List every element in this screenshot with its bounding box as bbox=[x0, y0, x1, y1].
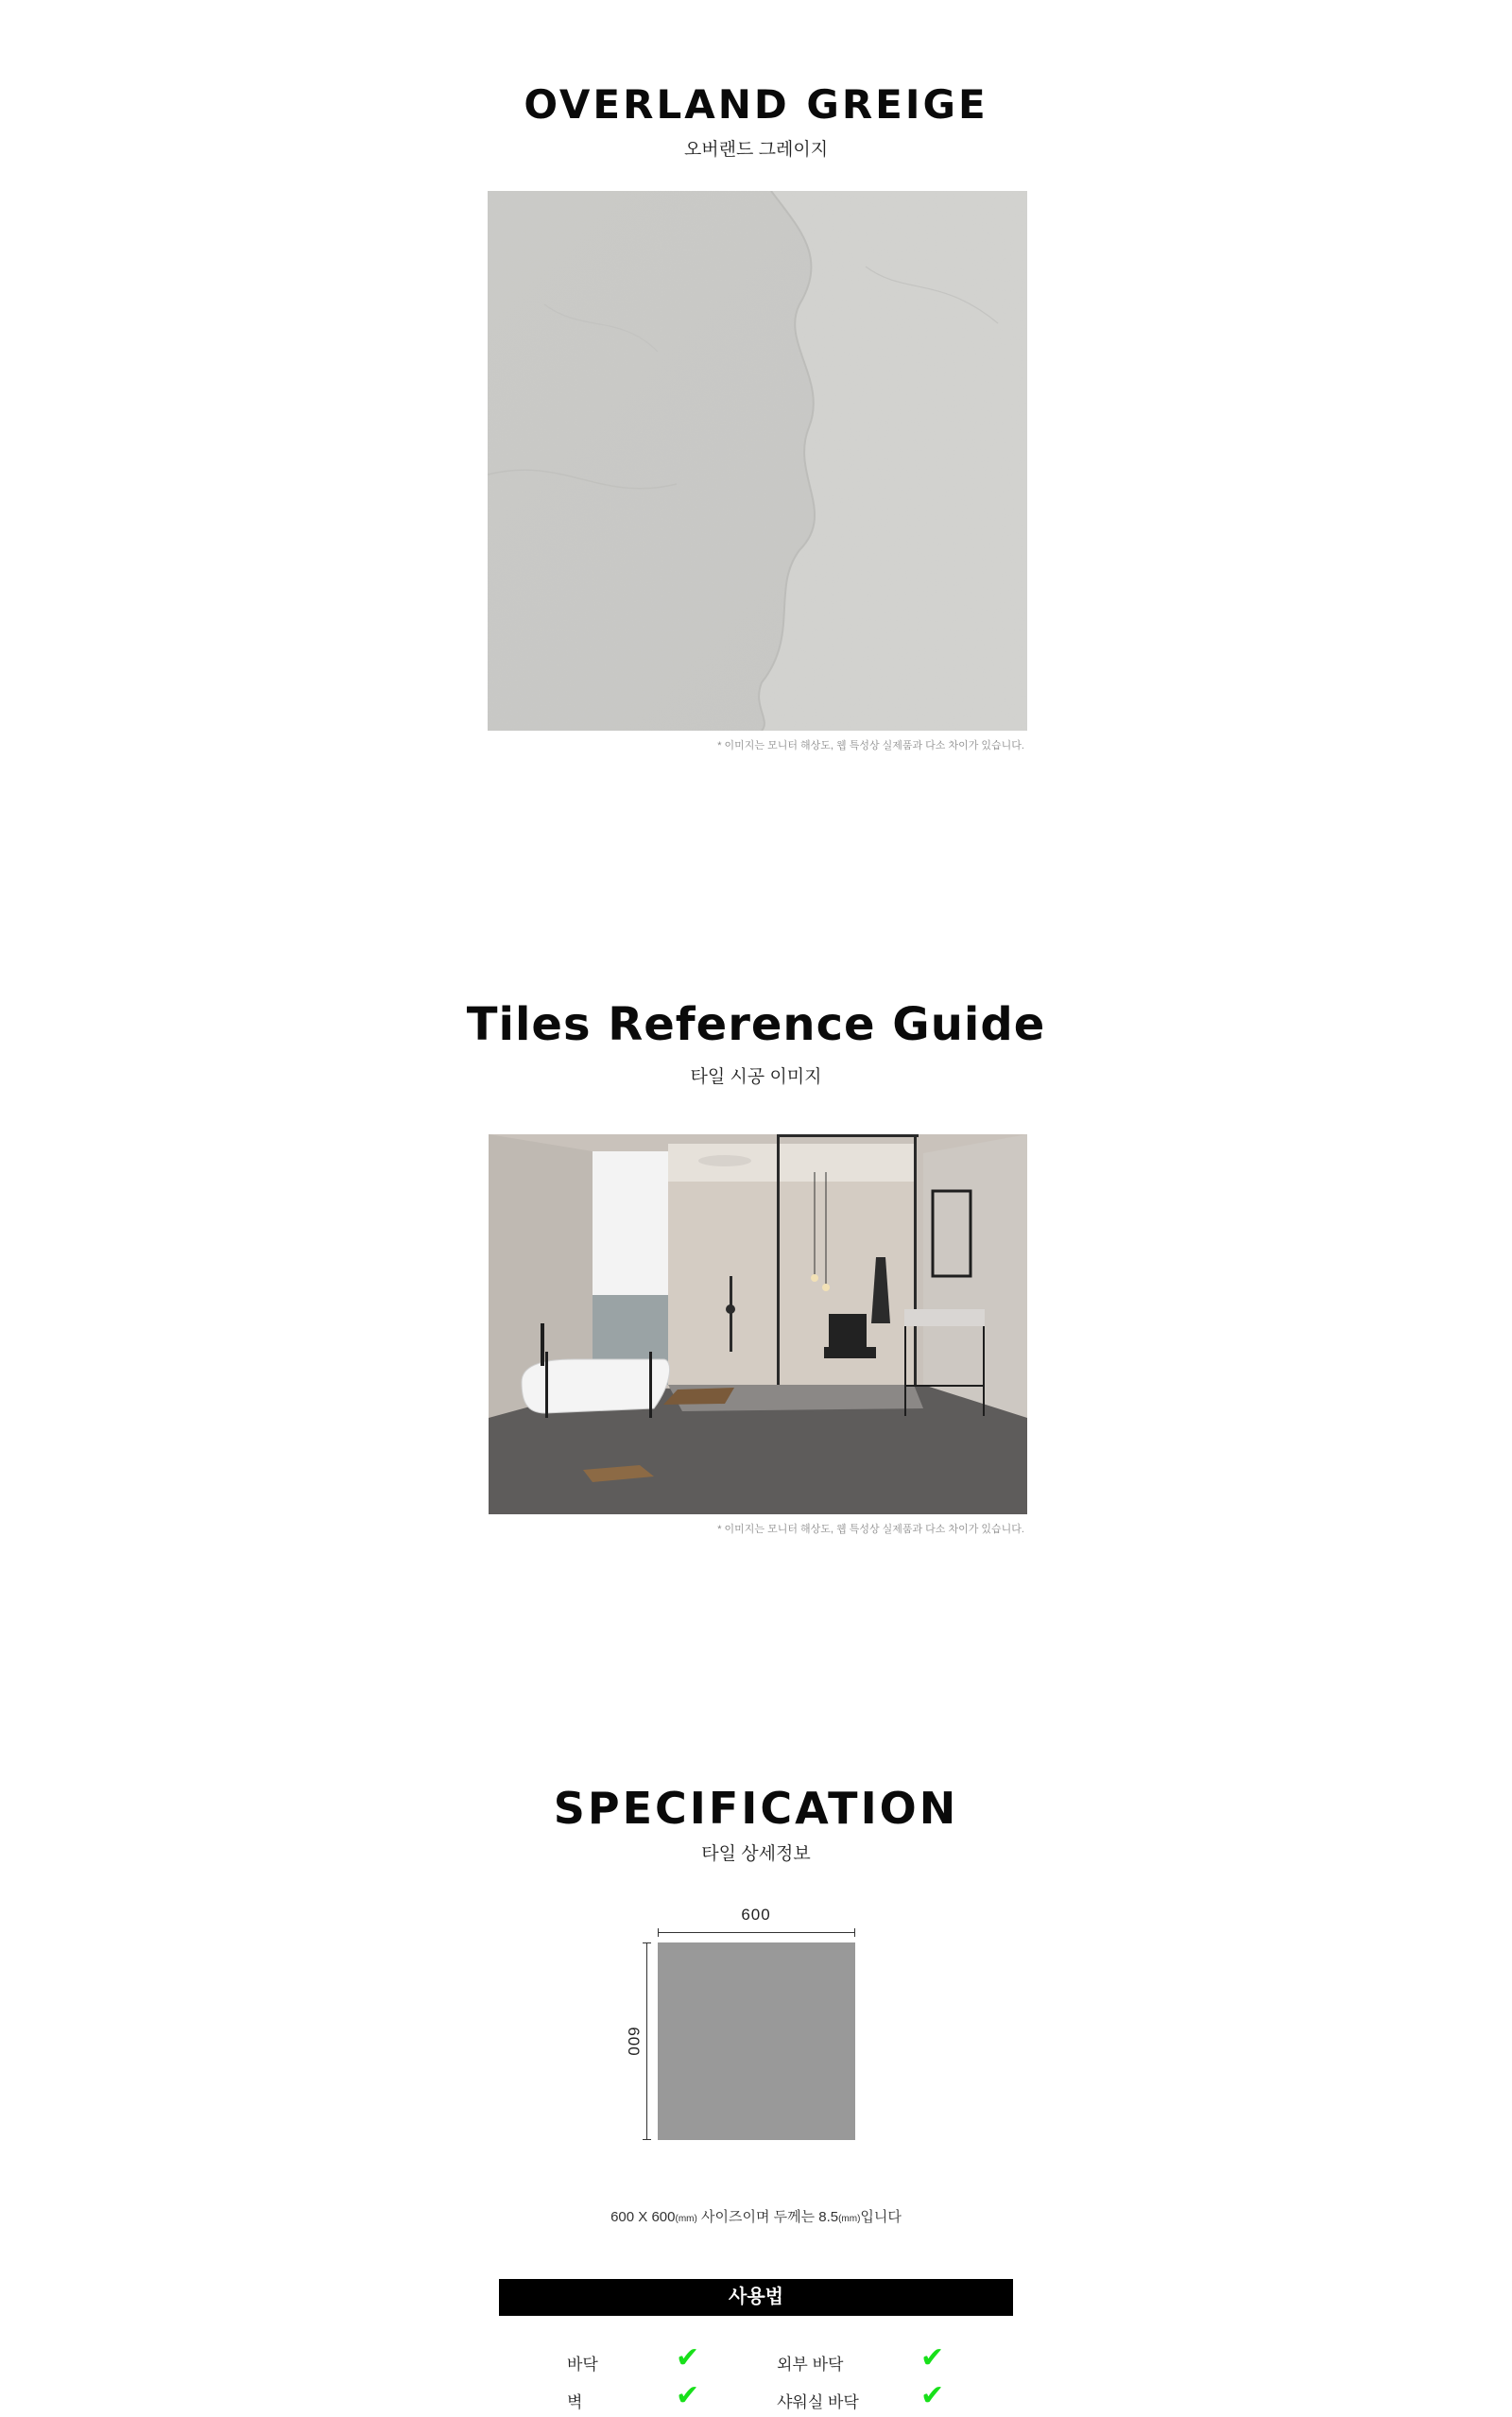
usage-check-wall-icon: ✔ bbox=[676, 2380, 700, 2411]
usage-item-floor: 바닥 bbox=[567, 2356, 598, 2374]
product-image-note: * 이미지는 모니터 해상도, 웹 특성상 실제품과 다소 차이가 있습니다. bbox=[717, 740, 1024, 751]
size-mid: 사이즈이며 두께는 8.5 bbox=[696, 2209, 839, 2225]
usage-check-floor-icon: ✔ bbox=[676, 2342, 700, 2374]
spec-title: SPECIFICATION bbox=[553, 1783, 959, 1834]
product-subtitle: 오버랜드 그레이지 bbox=[683, 140, 829, 160]
usage-check-shower-floor-icon: ✔ bbox=[920, 2380, 945, 2411]
reference-title: Tiles Reference Guide bbox=[466, 998, 1046, 1051]
usage-header: 사용법 bbox=[499, 2279, 1013, 2316]
size-unit-thickness: (mm) bbox=[838, 2214, 861, 2224]
bathroom-reference-image bbox=[489, 1134, 1027, 1514]
usage-item-outdoor-floor: 외부 바닥 bbox=[777, 2356, 844, 2374]
product-title: OVERLAND GREIGE bbox=[524, 81, 988, 128]
width-dimension-label: 600 bbox=[741, 1906, 771, 1924]
size-main: 600 X 600 bbox=[610, 2209, 676, 2225]
size-end: 입니다 bbox=[860, 2209, 902, 2225]
tile-texture-image bbox=[488, 191, 1027, 731]
reference-image-note: * 이미지는 모니터 해상도, 웹 특성상 실제품과 다소 차이가 있습니다. bbox=[717, 1524, 1024, 1535]
usage-item-wall: 벽 bbox=[567, 2393, 583, 2411]
width-dimension-line bbox=[658, 1932, 855, 1933]
size-unit: (mm) bbox=[675, 2214, 697, 2224]
usage-check-outdoor-floor-icon: ✔ bbox=[920, 2342, 945, 2374]
usage-item-shower-floor: 샤워실 바닥 bbox=[777, 2393, 859, 2411]
height-dimension-tick-bottom bbox=[643, 2139, 651, 2140]
size-description bbox=[0, 2206, 1512, 2226]
height-dimension-label: 600 bbox=[625, 2027, 643, 2057]
height-dimension-tick-top bbox=[643, 1942, 651, 1943]
reference-subtitle: 타일 시공 이미지 bbox=[690, 1067, 822, 1087]
height-dimension-line bbox=[646, 1942, 647, 2140]
tile-spec-square bbox=[658, 1942, 855, 2140]
width-dimension-tick-right bbox=[854, 1928, 855, 1937]
spec-subtitle: 타일 상세정보 bbox=[701, 1844, 811, 1864]
width-dimension-tick-left bbox=[658, 1928, 659, 1937]
